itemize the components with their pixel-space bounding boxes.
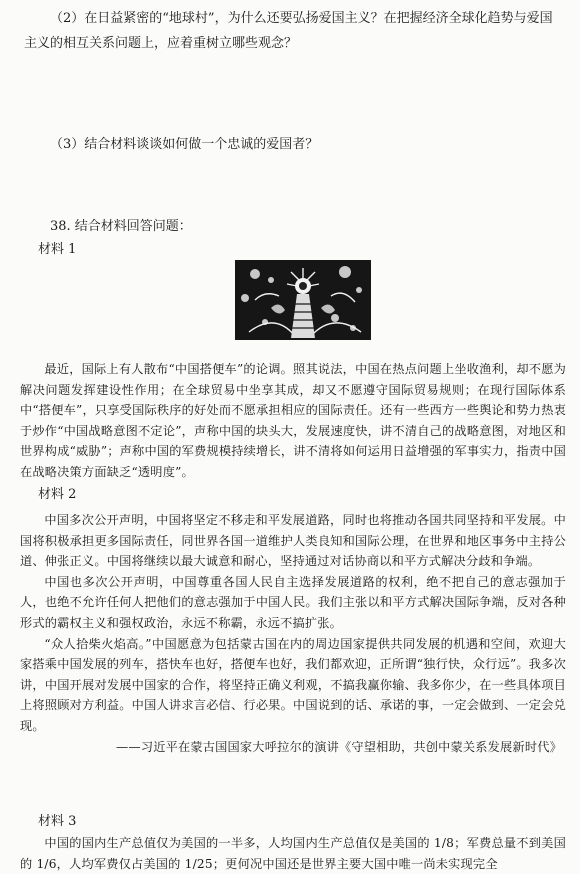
cartoon-image: [235, 260, 371, 340]
question-3: [24, 132, 564, 157]
material-2-paragraph-3: “众人拾柴火焰高。”中国愿意为包括蒙古国在内的周边国家提供共同发展的机遇和空间，欢迎大家搭乘中国发展的列车，搭快车也好，搭便车也好，我们都欢迎，正所谓“独行快，众行远”。我多次讲，中国开展对发展中国家的合作，将坚持正确义利观，不搞我赢你输、我多你少，在一些具体项目上将照顾对方利益。中国人讲求言必信、行必果。中国说到的话、承诺的事，一定会做到、一定会兑现。: [20, 636, 566, 733]
material-1-label: 材料 1: [38, 242, 77, 257]
material-3-label: 材料 3: [38, 814, 77, 829]
question-38-title: 38. 结合材料回答问题：: [50, 219, 192, 234]
material-2-label: 材料 2: [38, 487, 77, 502]
cartoon-illustration-icon: [235, 260, 371, 340]
material-2-source: ——习近平在蒙古国国家大呼拉尔的演讲《守望相助，共创中蒙关系发展新时代》: [116, 739, 562, 754]
material-2-paragraph-1: 中国多次公开声明，中国将坚定不移走和平发展道路，同时也将推动各国共同坚持和平发展。中国将积极承担更多国际责任，同世界各国一道维护人类良知和国际公理，在世界和地区事务中主持公道、伸张正义。中国将继续以最大诚意和耐心，坚持通过对话协商以和平方式解决分歧和争端。: [20, 513, 566, 569]
material-2-text-block: [20, 510, 566, 757]
material-1-text-block: [20, 359, 566, 483]
question-2-line-1: （2）在日益紧密的“地球村”，为什么还要弘扬爱国主义？在把握经济全球化趋势与爱国: [50, 11, 553, 26]
question-2-line-2: 主义的相互关系问题上，应着重树立哪些观念？: [24, 36, 298, 51]
material-2-paragraph-2: 中国也多次公开声明，中国尊重各国人民自主选择发展道路的权利，绝不把自己的意志强加于人，也绝不允许任何人把他们的意志强加于中国人民。我们主张以和平方式解决国际争端，反对各种形式的霸权主义和强权政治，永远不称霸，永远不搞扩张。: [20, 574, 566, 630]
material-1-text: 最近，国际上有人散布“中国搭便车”的论调。照其说法，中国在热点问题上坐收渔利，却不愿为解决问题发挥建设性作用；在全球贸易中坐享其成，却又不愿遵守国际贸易规则；在现行国际体系中“搭便车”，只享受国际秩序的好处而不愿承担相应的国际责任。还有一些西方一些舆论和势力热衷于炒作“中国战略意图不定论”，声称中国的块头大，发展速度快，讲不清自己的战略意图，对地区和世界构成“威胁”；声称中国的军费规模持续增长，讲不清将如何运用日益增强的军事实力，指责中国在战略决策方面缺乏“透明度”。: [20, 362, 566, 479]
material-3-text: 中国的国内生产总值仅为美国的一半多，人均国内生产总值仅是美国的 1/8；军费总量不到美国的 1/6，人均军费仅占美国的 1/25；更何况中国还是世界主要大国中唯一尚未实现完全: [20, 836, 566, 871]
material-3-text-block: [20, 833, 566, 874]
question-38-title-block: [24, 214, 564, 239]
question-2: [24, 6, 564, 56]
question-3-text: （3）结合材料谈谈如何做一个忠诚的爱国者？: [50, 137, 319, 152]
